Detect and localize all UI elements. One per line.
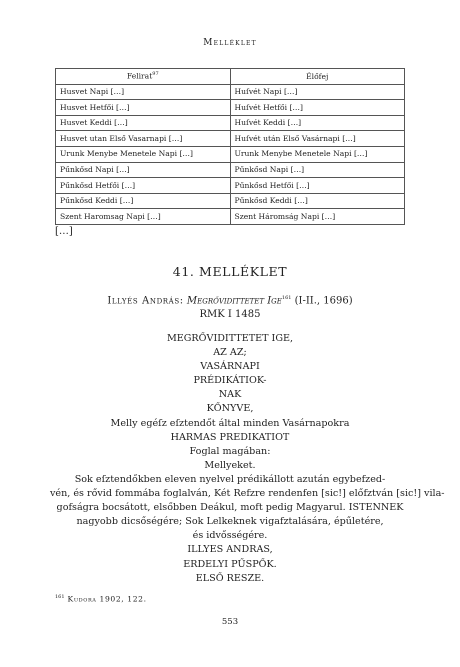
table-body [56, 84, 405, 224]
source-volume: (I-II., 1696) [294, 295, 353, 307]
header-label-felirat: Felirat [126, 71, 153, 81]
footnote-ref-97: 97 [152, 71, 159, 78]
cell-felirat: Szent Haromsag Napi […] [56, 209, 231, 225]
source-rmk: RMK I 1485 [199, 308, 261, 320]
body-line: VASÁRNAPI [200, 361, 260, 373]
cell-elofej: Pűnkősd Keddi […] [230, 193, 405, 209]
footnote-text: Kudora 1902, 122. [67, 594, 147, 604]
body-line: ELSŐ RESZE. [195, 572, 265, 584]
cell-elofej: Urunk Menybe Menetele Napi […] [230, 146, 405, 162]
footnote-number: 161 [55, 594, 65, 600]
table-row [56, 162, 405, 178]
cell-felirat: Husvet Napi […] [56, 84, 231, 100]
cell-felirat: Husvet Keddi […] [56, 115, 231, 131]
body-line: PRÉDIKÁTIOK- [193, 375, 267, 387]
table-row [56, 115, 405, 131]
table-header-felirat [56, 69, 231, 85]
chapter-title: 41. MELLÉKLET [172, 264, 288, 279]
cell-elofej: Huſvét Hetfői […] [230, 100, 405, 116]
footnote [55, 594, 147, 604]
body-line: Foglal magában: [189, 445, 271, 457]
cell-elofej: Huſvét Keddi […] [230, 115, 405, 131]
cell-felirat: Husvet Hetfői […] [56, 100, 231, 116]
body-line: KŐNYVE, [206, 403, 254, 415]
table-row [56, 209, 405, 225]
body-line: AZ AZ; [213, 347, 247, 359]
table-row [56, 146, 405, 162]
body-line: ERDELYI PŰSPŐK. [183, 558, 277, 570]
table-row [56, 84, 405, 100]
body-line: gofságra bocsátott, elsőbben Deákul, moft pedig Magyarul. ISTENNEK [56, 502, 404, 514]
cell-felirat: Urunk Menybe Menetele Napi […] [56, 146, 231, 162]
title-page-transcription [50, 332, 445, 586]
cell-elofej: Pűnkősd Napi […] [230, 162, 405, 178]
body-line: Mellyeket. [204, 459, 256, 471]
table-row [56, 131, 405, 147]
source-title: Megrővidittetet Ige [186, 295, 282, 307]
cell-felirat: Pűnkősd Napi […] [56, 162, 231, 178]
table-header-row [56, 69, 405, 85]
body-line: vén, és rővid fommába foglalván, Két Refzre rendenfen [sic!] előfztván [sic!] vila- [50, 488, 445, 500]
cell-felirat: Pűnkősd Hetfői […] [56, 178, 231, 194]
body-line: nagyobb dicsőségére; Sok Lelkeknek vigafztalására, épűletére, [76, 516, 384, 528]
table-row [56, 100, 405, 116]
running-head: Melléklet [203, 38, 257, 48]
source-citation [0, 292, 460, 321]
cell-felirat: Pűnkősd Keddi […] [56, 193, 231, 209]
cell-elofej: Szent Háromság Napi […] [230, 209, 405, 225]
page-number: 553 [221, 617, 239, 627]
body-line: Melly egéſz eſztendőt által minden Vasárnapokra [110, 417, 350, 429]
cell-elofej: Huſvét után Első Vasárnapi […] [230, 131, 405, 147]
body-line: HARMAS PREDIKATIOT [170, 431, 290, 443]
source-line [0, 292, 460, 308]
table-header-elofej: Élőfej [230, 69, 405, 85]
cell-elofej: Pűnkősd Hetfői […] [230, 178, 405, 194]
cell-elofej: Huſvét Napi […] [230, 84, 405, 100]
cell-felirat: Husvet utan Első Vasarnapi […] [56, 131, 231, 147]
omission-mark: […] [55, 226, 73, 237]
body-line: NAK [218, 389, 242, 401]
table-row [56, 193, 405, 209]
table-row [56, 178, 405, 194]
body-line: Sok eſztendőkben eleven nyelvel prédikállott azután egybefzed- [74, 473, 386, 485]
source-author: Illyés András: [107, 295, 184, 307]
appendix-table [55, 68, 405, 225]
body-line: MEGRŐVIDITTETET IGE, [166, 333, 294, 344]
body-line: ILLYES ANDRAS, [187, 544, 273, 556]
body-line: és idvősségére. [192, 530, 268, 542]
footnote-ref-161: 161 [281, 295, 292, 301]
